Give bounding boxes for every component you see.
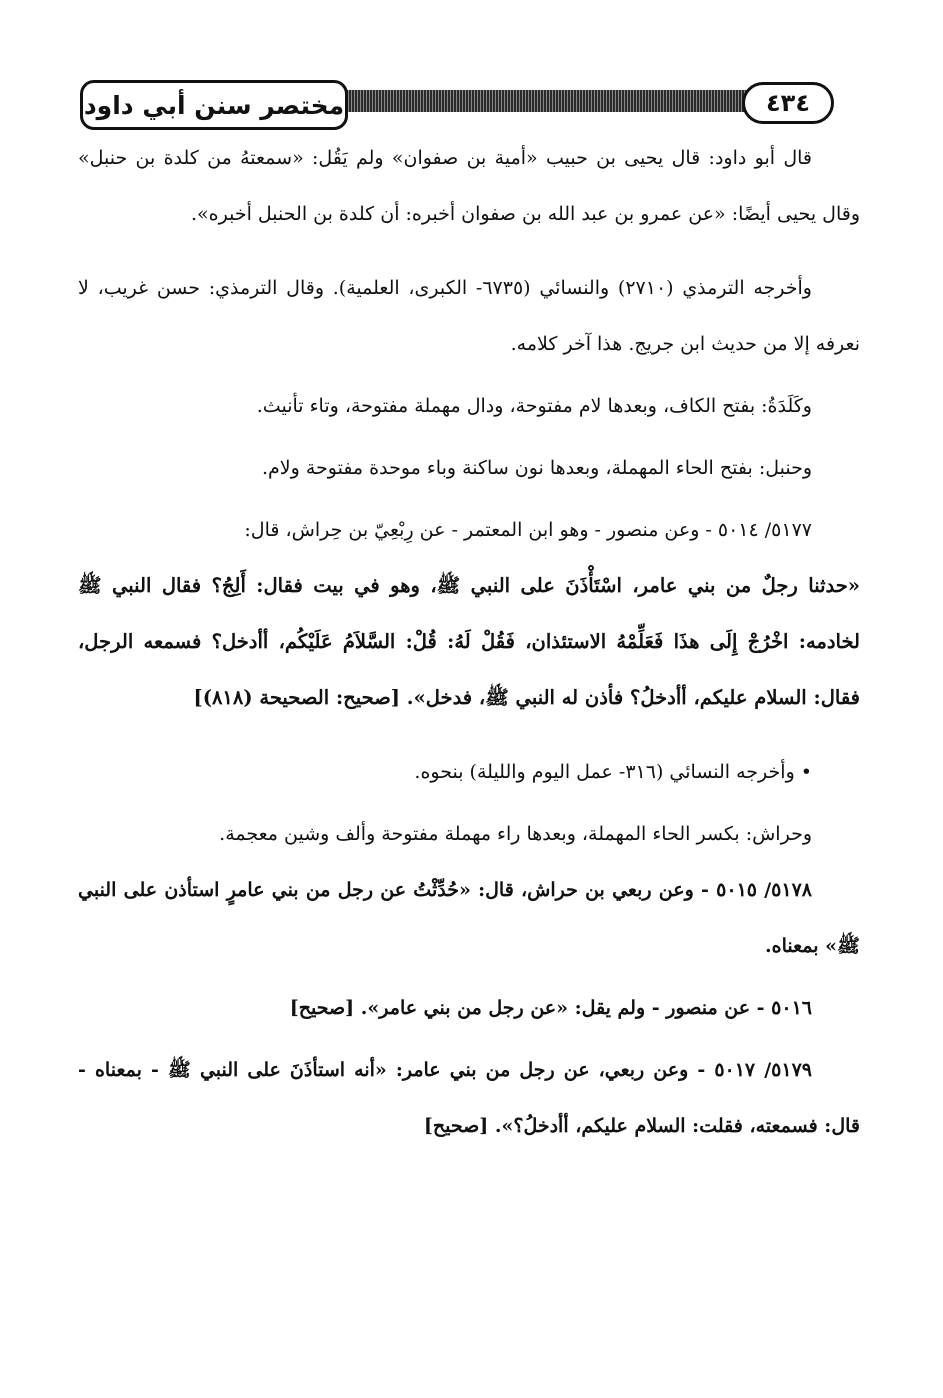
paragraph-hanbal-note: وحنبل: بفتح الحاء المهملة، وبعدها نون ساكنة وباء موحدة مفتوحة ولام.	[261, 457, 812, 479]
hadith-5177-heading: ٥١٧٧/ ٥٠١٤ - وعن منصور - وهو ابن المعتمر - عن رِبْعِيّ بن حِراش، قال:	[244, 519, 812, 541]
book-title: مختصر سنن أبي داود	[80, 80, 348, 130]
page-header	[80, 76, 856, 134]
page-number: ٤٣٤	[742, 82, 834, 124]
page-body	[78, 130, 860, 1154]
paragraph-kalada-note: وكَلَدَةُ: بفتح الكاف، وبعدها لام مفتوحة، ودال مهملة مفتوحة، وتاء تأنيث.	[256, 395, 812, 417]
paragraph-abu-dawud-note: قال أبو داود: قال يحيى بن حبيب «أمية بن صفوان» ولم يَقُل: «سمعتهُ من كلدة بن حنبل» وقال يحيى أيضًا: «عن عمرو بن عبد الله بن صفوان أخبره: أن كلدة بن الحنبل أخبره».	[78, 147, 860, 225]
hadith-5178: ٥١٧٨/ ٥٠١٥ - وعن ربعي بن حراش، قال: «حُدِّثْتُ عن رجل من بني عامرٍ استأذن على النبي ﷺ» بمعناه.	[78, 879, 860, 957]
hadith-5179: ٥١٧٩/ ٥٠١٧ - وعن ربعي، عن رجل من بني عامر: «أنه استأذَنَ على النبي ﷺ - بمعناه - قال: فسمعته، فقلت: السلام عليكم، أأدخلُ؟». [صحيح]	[78, 1059, 860, 1137]
paragraph-hirash-note: وحراش: بكسر الحاء المهملة، وبعدها راء مهملة مفتوحة وألف وشين معجمة.	[219, 823, 812, 845]
hadith-5016: ٥٠١٦ - عن منصور - ولم يقل: «عن رجل من بني عامر». [صحيح]	[289, 997, 812, 1019]
paragraph-takhrij-tirmidhi: وأخرجه الترمذي (٢٧١٠) والنسائي (٦٧٣٥- الكبرى، العلمية). وقال الترمذي: حسن غريب، لا نعرفه إلا من حديث ابن جريج. هذا آخر كلامه.	[78, 277, 860, 355]
paragraph-takhrij-nasai: • وأخرجه النسائي (٣١٦- عمل اليوم والليلة) بنحوه.	[414, 761, 812, 783]
hadith-5177-text: «حدثنا رجلٌ من بني عامر، اسْتَأْذَنَ على النبي ﷺ، وهو في بيت فقال: أَلِجُ؟ فقال النبي ﷺ لخادمه: اخْرُجْ إِلَى هذَا فَعَلِّمْهُ الاستئذان، فَقُلْ لَهُ: قُلْ: السَّلاَمُ عَلَيْكُم، أأدخل؟ فسمعه الرجل، فقال: السلام عليكم، أأدخلُ؟ فأذن له النبي ﷺ، فدخل». [صحيح: الصحيحة (٨١٨)]	[78, 574, 860, 709]
